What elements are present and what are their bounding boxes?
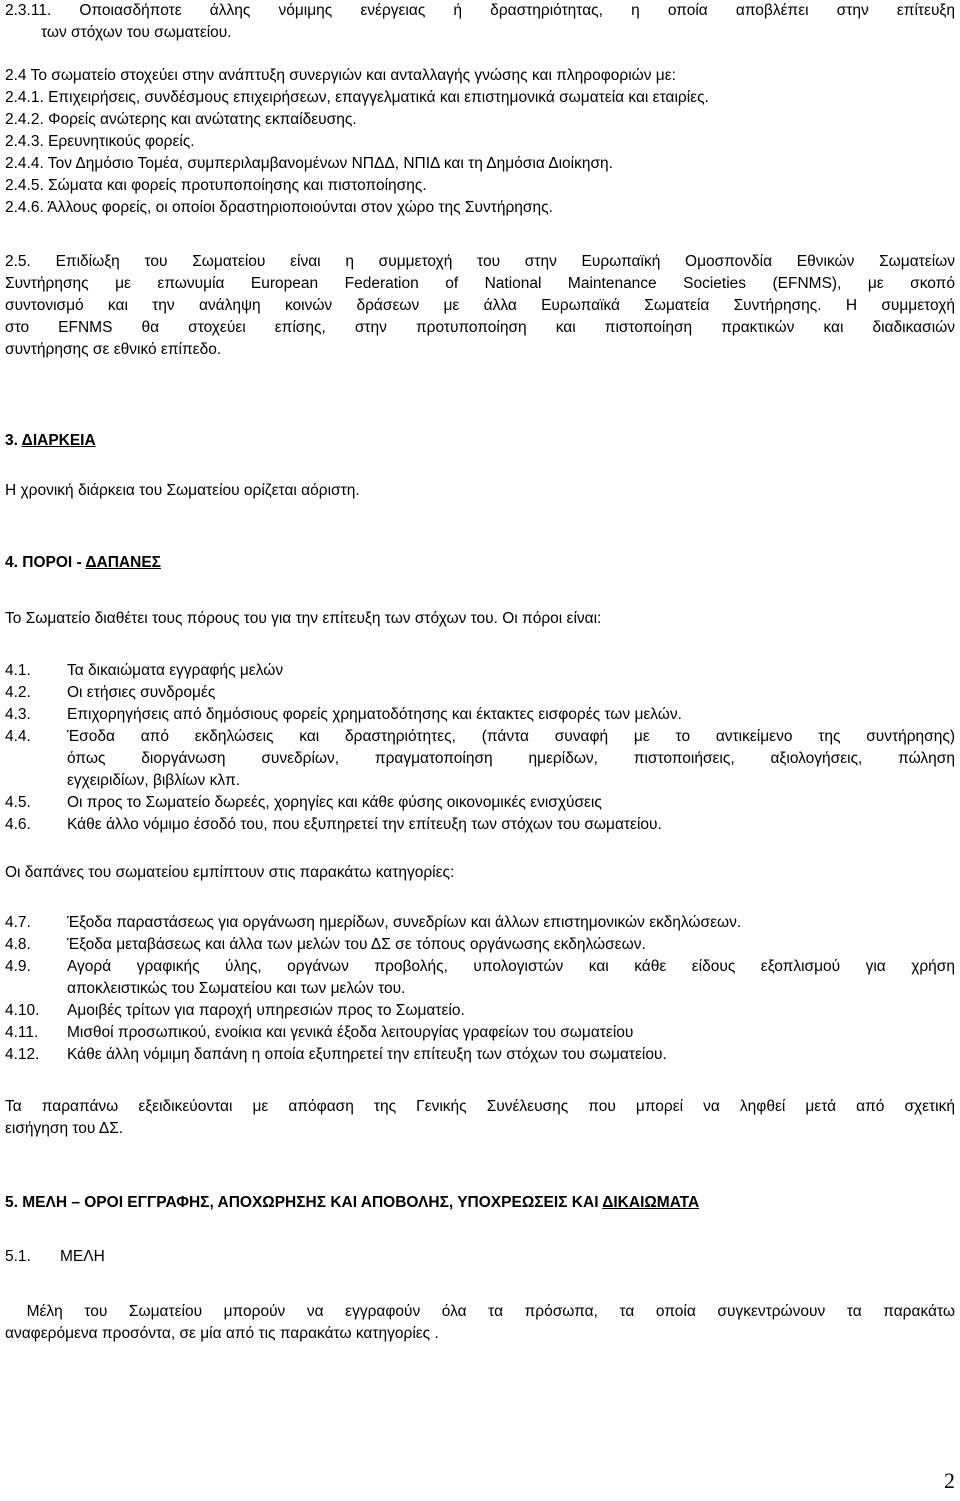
document-page bbox=[5, 0, 955, 1501]
clause-line: 2.3.11. Οποιασδήποτε άλλης νόμιμης ενέργειας ή δραστηριότητας, η οποία αποβλέπει στην επίτευξη bbox=[5, 2, 955, 19]
item-number: 4.12. bbox=[5, 1046, 40, 1063]
paragraph: Οι δαπάνες του σωματείου εμπίπτουν στις παρακάτω κατηγορίες: bbox=[5, 864, 455, 881]
section-number: 4. bbox=[5, 554, 18, 571]
clause-line: Συντήρησης με επωνυμία European Federation of National Maintenance Societies (EFNMS), με σκοπό bbox=[5, 275, 955, 292]
section-title-part: ΠΟΡΟΙ - bbox=[22, 554, 86, 571]
item-text: Επιχορηγήσεις από δημόσιους φορείς χρηματοδότησης και έκτακτες εισφορές των μελών. bbox=[67, 706, 682, 723]
expenses-intro bbox=[5, 862, 955, 884]
item-number: 4.3. bbox=[5, 706, 31, 723]
subclause-2-4-5: 2.4.5. Σώματα και φορείς προτυποποίησης και πιστοποίησης. bbox=[5, 177, 427, 194]
list-item bbox=[5, 1000, 955, 1022]
subclause-2-4-4: 2.4.4. Τον Δημόσιο Τομέα, συμπεριλαμβανομένων ΝΠΔΔ, ΝΠΙΔ και τη Δημόσια Διοίκηση. bbox=[5, 155, 613, 172]
clause-line: συντονισμό και την ανάληψη κοινών δράσεων με άλλα Ευρωπαϊκά Σωματεία Συντήρησης. Η συμμετοχή bbox=[5, 297, 955, 314]
list-item bbox=[5, 934, 955, 956]
subclause-2-4-3: 2.4.3. Ερευνητικούς φορείς. bbox=[5, 133, 195, 150]
clause-2-3-11 bbox=[5, 0, 955, 44]
item-text: Μισθοί προσωπικού, ενοίκια και γενικά έξοδα λειτουργίας γραφείων του σωματείου bbox=[67, 1024, 634, 1041]
paragraph-line: Μέλη του Σωματείου μπορούν να εγγραφούν όλα τα πρόσωπα, τα οποία συγκεντρώνουν τα παρακάτω bbox=[5, 1303, 955, 1320]
section-3-heading bbox=[5, 430, 955, 452]
paragraph: Η χρονική διάρκεια του Σωματείου ορίζεται αόριστη. bbox=[5, 482, 360, 499]
subclause-2-4-2: 2.4.2. Φορείς ανώτερης και ανώτατης εκπαίδευσης. bbox=[5, 111, 357, 128]
section-4-intro bbox=[5, 608, 955, 630]
subsection-title: ΜΕΛΗ bbox=[60, 1248, 105, 1265]
section-title-part: 5. ΜΕΛΗ – ΟΡΟΙ ΕΓΓΡΑΦΗΣ, ΑΠΟΧΩΡΗΣΗΣ ΚΑΙ ΑΠΟΒΟΛΗΣ, ΥΠΟΧΡΕΩΣΕΙΣ ΚΑΙ bbox=[5, 1194, 603, 1211]
paragraph-line: αναφερόμενα προσόντα, σε μία από τις παρακάτω κατηγορίες . bbox=[5, 1325, 439, 1342]
section-4-heading bbox=[5, 552, 955, 574]
item-number: 4.1. bbox=[5, 662, 31, 679]
item-text: αποκλειστικώς του Σωματείου και των μελών του. bbox=[67, 980, 406, 997]
item-number: 4.10. bbox=[5, 1002, 40, 1019]
item-number: 4.2. bbox=[5, 684, 31, 701]
paragraph-line: Τα παραπάνω εξειδικεύονται με απόφαση της Γενικής Συνέλευσης που μπορεί να ληφθεί μετά από σχετική bbox=[5, 1098, 955, 1115]
item-text: όπως διοργάνωση συνεδρίων, πραγματοποίηση ημερίδων, πιστοποιήσεις, αξιολογήσεις, πώληση bbox=[67, 750, 955, 767]
section-title-part: ΔΙΚΑΙΩΜΑΤΑ bbox=[602, 1194, 700, 1211]
list-item bbox=[5, 682, 955, 704]
list-item bbox=[5, 912, 955, 934]
item-text: Κάθε άλλο νόμιμο έσοδό του, που εξυπηρετεί την επίτευξη των στόχων του σωματείου. bbox=[67, 816, 662, 833]
item-text: Έσοδα από εκδηλώσεις και δραστηριότητες, (πάντα συναφή με το αντικείμενο της συντήρησης) bbox=[67, 728, 955, 745]
item-text: Αγορά γραφικής ύλης, οργάνων προβολής, υπολογιστών και κάθε είδους εξοπλισμού για χρήση bbox=[67, 958, 955, 975]
section-number: 3. bbox=[5, 432, 18, 449]
list-item bbox=[5, 1044, 955, 1066]
item-number: 4.9. bbox=[5, 958, 31, 975]
item-number: 4.11. bbox=[5, 1024, 39, 1041]
item-number: 4.4. bbox=[5, 728, 31, 745]
list-item bbox=[5, 792, 955, 814]
list-item bbox=[5, 814, 955, 836]
clause-line: συντήρησης σε εθνικό επίπεδο. bbox=[5, 341, 222, 358]
list-item bbox=[5, 956, 955, 1000]
item-text: εγχειριδίων, βιβλίων κλπ. bbox=[67, 772, 241, 789]
item-number: 4.7. bbox=[5, 914, 31, 931]
section-3-text bbox=[5, 480, 955, 502]
item-text: Κάθε άλλη νόμιμη δαπάνη η οποία εξυπηρετεί την επίτευξη των στόχων του σωματείου. bbox=[67, 1046, 667, 1063]
section-title: ΔΙΑΡΚΕΙΑ bbox=[21, 432, 96, 449]
section-4-closing bbox=[5, 1096, 955, 1140]
item-text: Οι προς το Σωματείο δωρεές, χορηγίες και κάθε φύσης οικονομικές ενισχύσεις bbox=[67, 794, 602, 811]
section-title-part: ΔΑΠΑΝΕΣ bbox=[85, 554, 161, 571]
section-5-heading bbox=[5, 1192, 955, 1214]
resources-list bbox=[5, 660, 955, 836]
item-text: Έξοδα μεταβάσεως και άλλα των μελών του ΔΣ σε τόπους οργάνωσης εκδηλώσεων. bbox=[67, 936, 646, 953]
item-text: Οι ετήσιες συνδρομές bbox=[67, 684, 216, 701]
clause-line: στο EFNMS θα στοχεύει επίσης, στην προτυποποίηση και πιστοποίηση πρακτικών και διαδικασιών bbox=[5, 319, 955, 336]
subclause-2-4-1: 2.4.1. Επιχειρήσεις, συνδέσμους επιχειρήσεων, επαγγελματικά και επιστημονικά σωματεία και εταιρίες. bbox=[5, 89, 709, 106]
list-item bbox=[5, 726, 955, 792]
item-number: 4.5. bbox=[5, 794, 31, 811]
page-number: 2 bbox=[944, 1468, 955, 1493]
item-number: 4.8. bbox=[5, 936, 31, 953]
subsection-number: 5.1. bbox=[5, 1248, 31, 1265]
item-text: Έξοδα παραστάσεως για οργάνωση ημερίδων, συνεδρίων και άλλων επιστημονικών εκδηλώσεων. bbox=[67, 914, 742, 931]
section-5-text bbox=[5, 1301, 955, 1345]
item-text: Τα δικαιώματα εγγραφής μελών bbox=[67, 662, 284, 679]
clause-heading: 2.4 Το σωματείο στοχεύει στην ανάπτυξη συνεργιών και ανταλλαγής γνώσης και πληροφοριών με: bbox=[5, 67, 676, 84]
list-item bbox=[5, 704, 955, 726]
item-text: Αμοιβές τρίτων για παροχή υπηρεσιών προς το Σωματείο. bbox=[67, 1002, 465, 1019]
list-item bbox=[5, 1022, 955, 1044]
list-item bbox=[5, 660, 955, 682]
clause-2-4 bbox=[5, 65, 955, 219]
paragraph-line: εισήγηση του ΔΣ. bbox=[5, 1120, 124, 1137]
item-number: 4.6. bbox=[5, 816, 31, 833]
paragraph: Το Σωματείο διαθέτει τους πόρους του για την επίτευξη των στόχων του. Οι πόροι είναι: bbox=[5, 610, 602, 627]
subsection-5-1-heading bbox=[5, 1246, 955, 1268]
clause-2-5 bbox=[5, 251, 955, 361]
expenses-list bbox=[5, 912, 955, 1066]
clause-line: 2.5. Επιδίωξη του Σωματείου είναι η συμμετοχή του στην Ευρωπαϊκή Ομοσπονδία Εθνικών Σωματείων bbox=[5, 253, 955, 270]
subclause-2-4-6: 2.4.6. Άλλους φορείς, οι οποίοι δραστηριοποιούνται στον χώρο της Συντήρησης. bbox=[5, 199, 553, 216]
clause-line: των στόχων του σωματείου. bbox=[41, 24, 232, 41]
